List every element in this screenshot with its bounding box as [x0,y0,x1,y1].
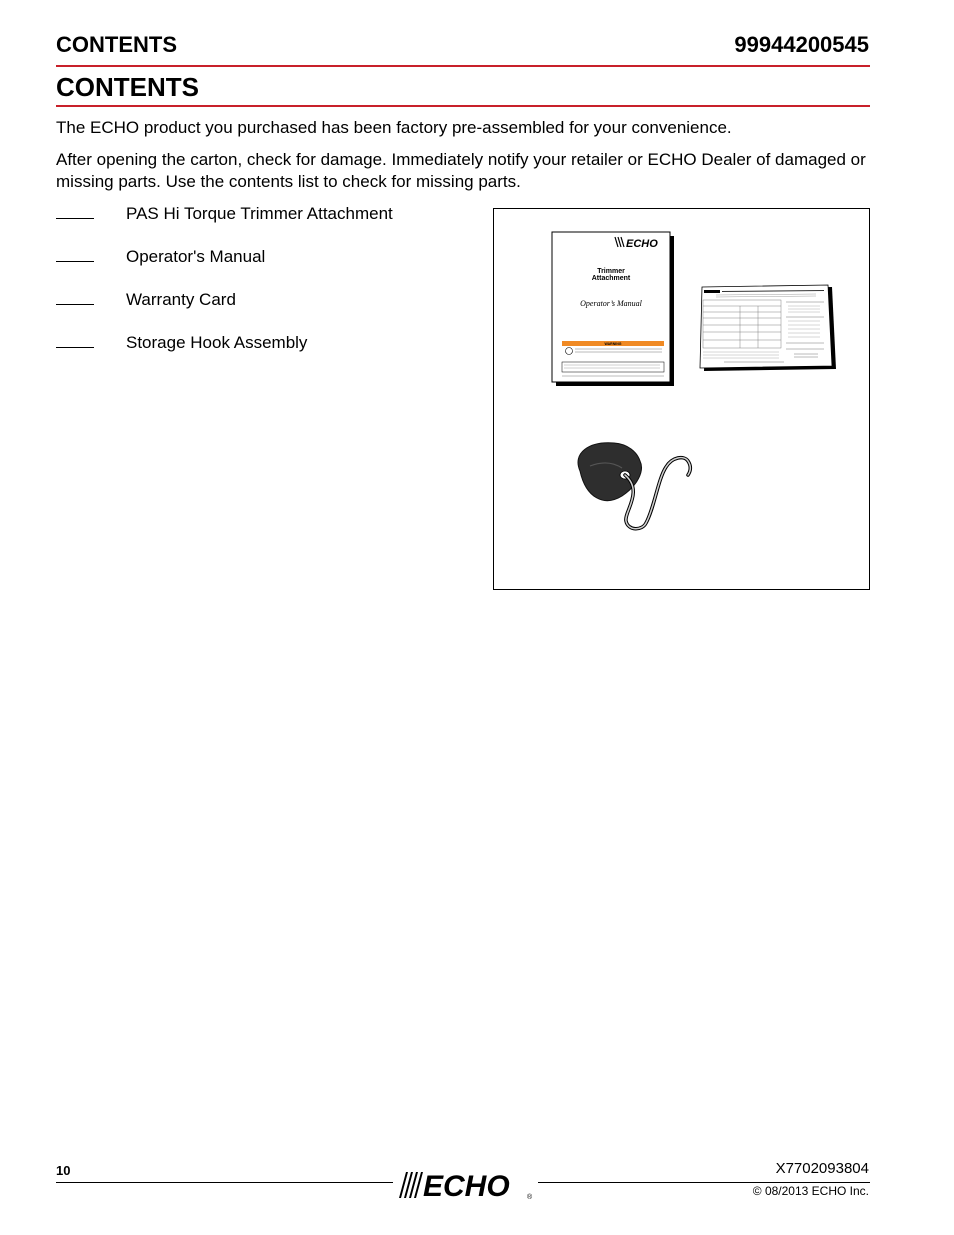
warranty-card-illustration [700,285,836,371]
svg-text:ECHO: ECHO [626,238,658,250]
header-rule [56,65,870,67]
page-number: 10 [56,1163,71,1178]
document-code: X7702093804 [775,1160,869,1177]
instructions-paragraph: After opening the carton, check for damage. Immediately notify your retailer or ECHO Dealer of damaged or missing parts. Use the contents list to check for missing parts. [56,150,866,191]
manual-subtitle: Operator’s Manual [580,299,642,308]
manual-title-line1: Trimmer [597,268,625,275]
section-title: CONTENTS [56,72,199,102]
contents-checklist [56,202,476,374]
contents-figure [493,208,870,590]
check-blank [56,288,94,305]
checklist-label: Storage Hook Assembly [126,333,308,352]
header-part-number: 99944200545 [734,32,869,57]
manual-title-line2: Attachment [591,275,631,282]
contents-illustration [494,209,869,589]
storage-hook-illustration [578,443,690,529]
checklist-label: Warranty Card [126,290,236,309]
manual-illustration [552,232,674,386]
checklist-label: PAS Hi Torque Trimmer Attachment [126,204,393,223]
intro-paragraph: The ECHO product you purchased has been factory pre-assembled for your convenience. [56,118,732,137]
echo-logo [393,1166,538,1202]
checklist-item [56,245,476,288]
header-title: CONTENTS [56,32,177,57]
echo-logo-icon [393,1166,538,1202]
checklist-item [56,331,476,374]
check-blank [56,331,94,348]
checklist-item [56,288,476,331]
manual-warning-label: WARNING [604,342,622,346]
copyright: © 08/2013 ECHO Inc. [752,1184,869,1198]
checklist-label: Operator's Manual [126,247,266,266]
section-rule [56,105,870,107]
check-blank [56,245,94,262]
check-blank [56,202,94,219]
registered-mark: ® [527,1194,533,1201]
logo-text: ECHO [423,1170,510,1202]
checklist-item [56,202,476,245]
